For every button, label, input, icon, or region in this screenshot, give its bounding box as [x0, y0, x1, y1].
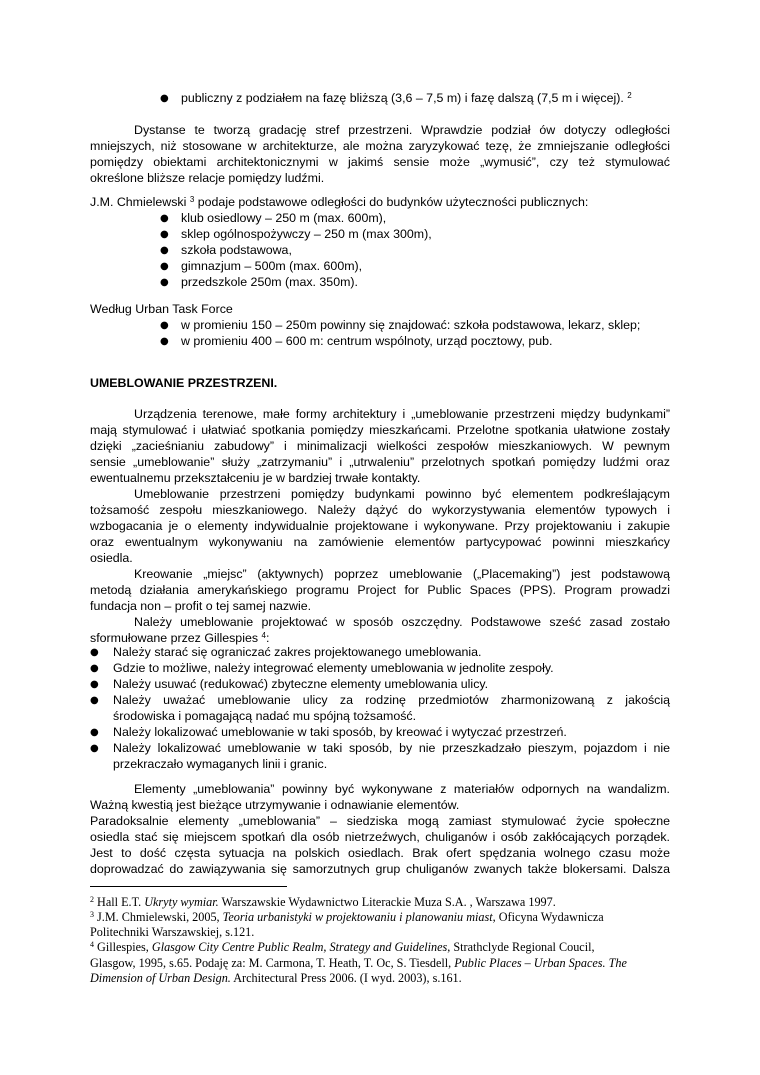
para-umeblowanie-line: oraz ewentualnym wykonywaniu na zamówienie elementów partycypować powinni mieszkańcy: [90, 535, 670, 549]
para-distances-line: mniejszych, niż stosowane w architekturze, ale można zaryzykować tezę, że zmniejszanie odległości: [90, 139, 670, 153]
bullet-dot: ●: [90, 743, 99, 754]
footnote-text: Architectural Press 2006. (I wyd. 2003), s.161.: [233, 971, 462, 985]
chmielewski-intro-a: J.M. Chmielewski: [90, 195, 187, 209]
bullet-dot: ●: [160, 213, 169, 224]
bullet-dot: ●: [90, 727, 99, 738]
para-kreowanie-line: Kreowanie „miejsc” (aktywnych) poprzez umeblowanie („Placemaking”) jest podstawową: [134, 567, 670, 581]
para-urzadzenia-line: dzięki „zacieśnianiu zabudowy” i minimalizacji wielkości zespołów mieszkaniowych. W pewnym: [90, 439, 670, 453]
footnote-number: 4: [90, 940, 94, 949]
para-nalezy-colon: :: [265, 631, 270, 645]
footnote-title: Dimension of Urban Design.: [90, 971, 231, 985]
para-urzadzenia-line: ewentualnemu przekształceniu je w bardziej trwałe kontakty.: [90, 471, 421, 485]
footnote-3: [90, 910, 604, 925]
para-umeblowanie-line: Umeblowanie przestrzeni pomiędzy budynkami powinno być elementem podkreślającym: [134, 487, 670, 501]
gillespies-rule: Należy usuwać (redukować) zbyteczne elementy umeblowania ulicy.: [113, 677, 489, 691]
footnote-4-cont: [90, 971, 462, 986]
top-bullet-text: [181, 91, 632, 107]
gillespies-rule: Należy lokalizować umeblowanie w taki sposób, by nie przeszkadzało pieszym, pojazdom i nie: [113, 741, 670, 755]
para-elementy-line: Ważną kwestią jest bieżące utrzymywanie i odnawianie elementów.: [90, 798, 460, 812]
bullet-dot: ●: [160, 93, 169, 104]
gillespies-rule: Gdzie to możliwe, należy integrować elementy umeblowania w jednolite zespoły.: [113, 661, 554, 675]
bullet-dot: ●: [160, 229, 169, 240]
footnote-text: Gillespies,: [97, 940, 149, 954]
para-umeblowanie-line: wzbogacania je o elementy indywidualnie projektowane i wykonywane. Przy projektowaniu i zakupie: [90, 519, 670, 533]
footnote-4: [90, 940, 595, 955]
bullet-dot: ●: [160, 320, 169, 331]
chmielewski-intro-b: podaje podstawowe odległości do budynków użyteczności publicznych:: [197, 195, 589, 209]
footnote-text: J.M. Chmielewski, 2005,: [97, 910, 220, 924]
footnote-ref-2: 2: [627, 91, 632, 100]
para-paradoks-line: Paradoksalnie elementy „umeblowania” – siedziska mogą zamiast stymulować życie społeczne: [90, 814, 670, 828]
bullet-dot: ●: [160, 277, 169, 288]
bullet-dot: ●: [90, 679, 99, 690]
para-distances-line: Dystanse te tworzą gradację stref przestrzeni. Wprawdzie podział ów dotyczy odległości: [134, 123, 670, 137]
para-elementy-line: Elementy „umeblowania” powinny być wykonywane z materiałów odpornych na wandalizm.: [134, 782, 670, 796]
bullet-dot: ●: [160, 261, 169, 272]
footnote-text: Hall E.T.: [97, 895, 142, 909]
gillespies-rule: Należy starać się ograniczać zakres projektowanego umeblowania.: [113, 645, 482, 659]
footnote-title: Glasgow City Centre Public Realm, Strategy and Guidelines: [151, 940, 448, 954]
para-kreowanie-line: fundacja non – profit o tej samej nazwie.: [90, 599, 312, 613]
para-paradoks-line: osiedla stać się miejscem spotkań dla osób nietrzeźwych, chuliganów i osób zakłócających porządek.: [90, 830, 670, 844]
chmielewski-intro: [90, 195, 588, 211]
para-urzadzenia-line: Urządzenia terenowe, małe formy architektury i „umeblowanie przestrzeni między budynkami”: [134, 407, 670, 421]
footnote-4-cont: [90, 956, 627, 971]
gillespies-rule: Należy uważać umeblowanie ulicy za rodzinę przedmiotów zharmonizowaną z jakością: [113, 693, 670, 707]
para-nalezy-text: sformułowane przez Gillespies: [90, 631, 259, 645]
chmielewski-item: sklep ogólnospożywczy – 250 m (max 300m),: [181, 227, 432, 241]
para-paradoks-line: Jest to dość częsta sytuacja na polskich osiedlach. Brak ofert spędzania wolnego czasu może: [90, 846, 670, 860]
footnote-ref-4: 4: [261, 631, 266, 640]
footnote-text: Glasgow, 1995, s.65. Podaję za: M. Carmona, T. Heath, T. Oc, S. Tiesdell,: [90, 956, 452, 970]
gillespies-rule-cont: środowiska i pomagającą nadać mu spójną tożsamość.: [113, 709, 417, 723]
footnote-3-cont: Politechniki Warszawskiej, s.121.: [90, 925, 255, 939]
gillespies-rule-cont: przekraczało wymaganych linii i granic.: [113, 757, 328, 771]
footnote-text: Oficyna Wydawnicza: [498, 910, 604, 924]
top-bullet-label: publiczny z podziałem na fazę bliższą (3,6 – 7,5 m) i fazę dalszą (7,5 m i więcej).: [181, 91, 624, 105]
para-distances-line: określone bliższe relacje pomiędzy ludźmi.: [90, 171, 325, 185]
para-umeblowanie-line: tożsamość zespołu mieszkaniowego. Należy dążyć do wykorzystywania elementów typowych i: [90, 503, 670, 517]
bullet-dot: ●: [90, 663, 99, 674]
chmielewski-item: gimnazjum – 500m (max. 600m),: [181, 259, 363, 273]
footnote-2: [90, 895, 556, 910]
bullet-dot: ●: [160, 245, 169, 256]
footnote-separator: [90, 886, 287, 887]
footnote-text: Warszawskie Wydawnictwo Literackie Muza S.A. , Warszawa 1997.: [221, 895, 556, 909]
bullet-dot: ●: [90, 695, 99, 706]
urban-task-force-item: w promieniu 150 – 250m powinny się znajdować: szkoła podstawowa, lekarz, sklep;: [181, 318, 641, 332]
footnote-number: 2: [90, 895, 94, 904]
chmielewski-item: przedszkole 250m (max. 350m).: [181, 275, 358, 289]
footnote-ref-3: 3: [189, 195, 195, 204]
footnote-text: , Strathclyde Regional Coucil,: [447, 940, 595, 954]
gillespies-rule: Należy lokalizować umeblowanie w taki sposób, by kreować i wytyczać przestrzeń.: [113, 725, 567, 739]
para-umeblowanie-line: osiedla.: [90, 551, 133, 565]
urban-task-force-intro: Według Urban Task Force: [90, 302, 233, 316]
section-heading: UMEBLOWANIE PRZESTRZENI.: [90, 376, 278, 390]
footnote-title: Teoria urbanistyki w projektowaniu i planowaniu miast,: [222, 910, 496, 924]
para-kreowanie-line: metodą działania amerykańskiego programu Project for Public Spaces (PPS). Program prowadzi: [90, 583, 670, 597]
para-urzadzenia-line: mają stymulować i ułatwiać spotkania pomiędzy mieszkańcami. Przelotne spotkania ułatwione zostały: [90, 423, 670, 437]
footnote-title: Ukryty wymiar.: [144, 895, 219, 909]
para-paradoks-line: doprowadzać do zawiązywania się samorzutnych grup chuliganów zwanych także blokersami. Dalsza: [90, 862, 670, 876]
footnote-number: 3: [90, 910, 94, 919]
bullet-dot: ●: [90, 647, 99, 658]
para-distances-line: pomiędzy obiektami architektonicznymi w jakimś sensie może „wymusić”, czy też stymulować: [90, 155, 670, 169]
urban-task-force-item: w promieniu 400 – 600 m: centrum wspólnoty, urząd pocztowy, pub.: [181, 334, 553, 348]
para-nalezy-line: Należy umeblowanie projektować w sposób oszczędny. Podstawowe sześć zasad zostało: [134, 615, 670, 629]
para-urzadzenia-line: sensie „umeblowanie” służy „zatrzymaniu” i „utrwaleniu” przelotnych spotkań pomiędzy ludźmi oraz: [90, 455, 670, 469]
chmielewski-item: szkoła podstawowa,: [181, 243, 292, 257]
chmielewski-item: klub osiedlowy – 250 m (max. 600m),: [181, 211, 387, 225]
footnote-title: Public Places – Urban Spaces. The: [454, 956, 627, 970]
bullet-dot: ●: [160, 336, 169, 347]
